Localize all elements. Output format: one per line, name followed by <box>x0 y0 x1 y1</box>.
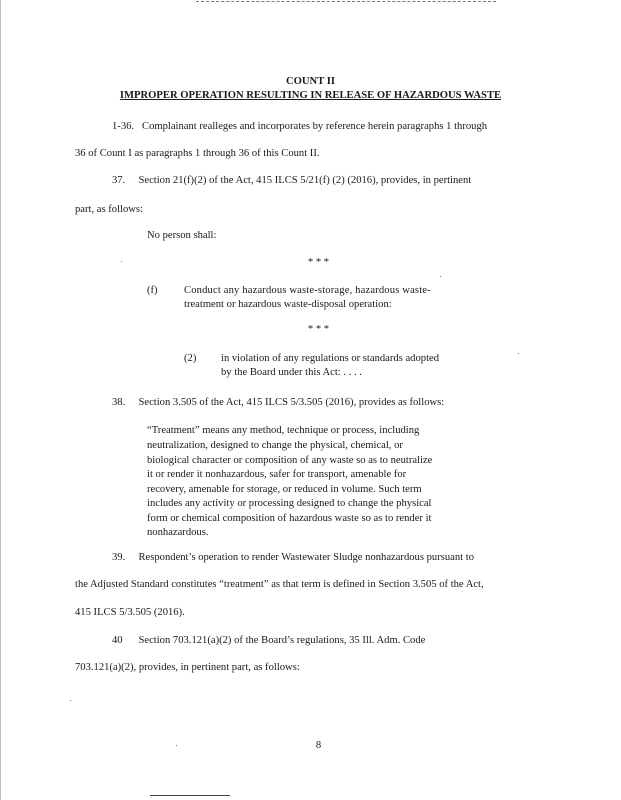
page-number: 8 <box>315 740 322 751</box>
paragraph-39-line-3: 415 ILCS 5/3.505 (2016). <box>75 607 185 618</box>
item-2-line-1: in violation of any regulations or standards adopted <box>221 353 440 364</box>
scan-artifact-top <box>196 1 496 2</box>
ellipsis-stars-2: * * * <box>307 324 330 335</box>
item-f-line-2: treatment or hazardous waste-disposal operation: <box>184 299 392 310</box>
paragraph-37-line-1: 37. Section 21(f)(2) of the Act, 415 ILCS 5/21(f) (2) (2016), provides, in pertinent <box>112 175 472 186</box>
treatment-quote-line-4: it or render it nonhazardous, safer for transport, amenable for <box>147 469 407 480</box>
scan-edge <box>0 0 1 800</box>
treatment-quote-line-5: recovery, amenable for storage, or reduced in volume. Such term <box>147 484 422 495</box>
scan-speck <box>518 353 519 354</box>
count-heading: COUNT II <box>286 76 335 87</box>
paragraph-39-line-2: the Adjusted Standard constitutes “treatment” as that term is defined in Section 3.505 of the Act, <box>75 579 484 590</box>
scan-artifact-bottom <box>150 795 230 796</box>
scan-speck <box>121 261 122 262</box>
paragraph-40-line-2: 703.121(a)(2), provides, in pertinent part, as follows: <box>75 662 300 673</box>
count-title: IMPROPER OPERATION RESULTING IN RELEASE OF HAZARDOUS WASTE <box>119 90 502 101</box>
ellipsis-stars-1: * * * <box>307 257 330 268</box>
treatment-quote-line-7: form or chemical composition of hazardous waste so as to render it <box>147 513 432 524</box>
paragraph-1-36-line-2: 36 of Count I as paragraphs 1 through 36 of this Count II. <box>75 148 320 159</box>
treatment-quote-line-3: biological character or composition of any waste so as to neutralize <box>147 455 433 466</box>
treatment-quote-line-1: “Treatment” means any method, technique or process, including <box>147 425 420 436</box>
treatment-quote-line-8: nonhazardous. <box>147 527 209 538</box>
quote-intro: No person shall: <box>147 230 217 241</box>
treatment-quote-line-6: includes any activity or processing designed to change the physical <box>147 498 432 509</box>
scan-speck <box>176 745 177 746</box>
paragraph-40-line-1: 40 Section 703.121(a)(2) of the Board’s regulations, 35 Ill. Adm. Code <box>112 635 426 646</box>
item-f-line-1: Conduct any hazardous waste-storage, hazardous waste- <box>184 285 431 296</box>
item-f-label: (f) <box>147 285 158 296</box>
treatment-quote-line-2: neutralization, designed to change the physical, chemical, or <box>147 440 403 451</box>
scan-speck <box>440 276 441 277</box>
paragraph-37-line-2: part, as follows: <box>75 204 143 215</box>
paragraph-38-line-1: 38. Section 3.505 of the Act, 415 ILCS 5/3.505 (2016), provides as follows: <box>112 397 445 408</box>
paragraph-1-36-line-1: 1-36. Complainant realleges and incorporates by reference herein paragraphs 1 through <box>112 121 488 132</box>
scan-speck <box>70 700 71 701</box>
paragraph-39-line-1: 39. Respondent’s operation to render Wastewater Sludge nonhazardous pursuant to <box>112 552 474 563</box>
item-2-line-2: by the Board under this Act: . . . . <box>221 367 362 378</box>
item-2-label: (2) <box>184 353 197 364</box>
